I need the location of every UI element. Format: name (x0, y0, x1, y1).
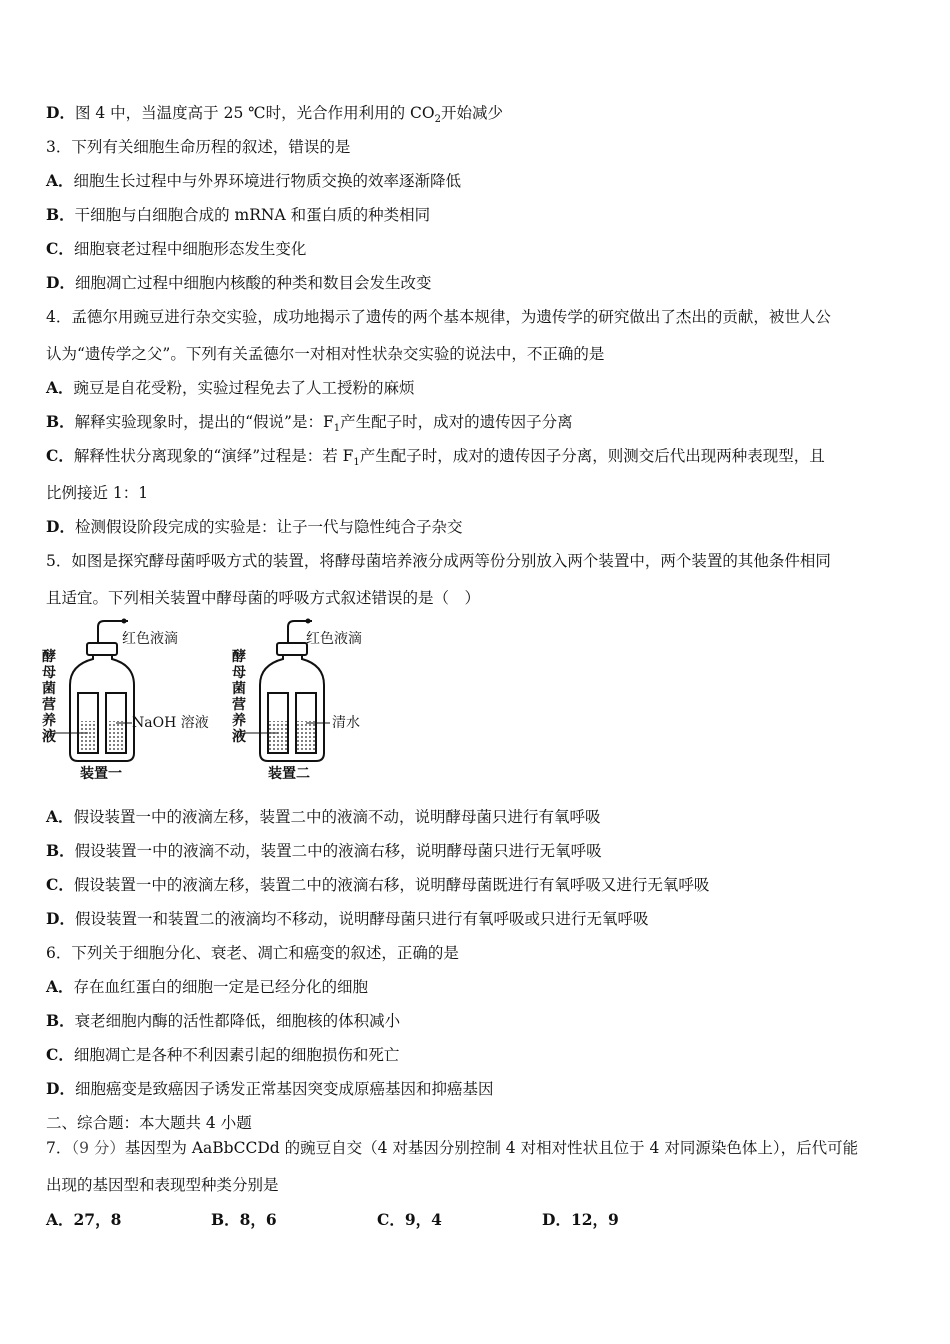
device1-solution (107, 721, 125, 752)
option-label: C． (46, 239, 74, 258)
option-text: 衰老细胞内酶的活性都降低，细胞核的体积减小 (74, 1012, 401, 1030)
apparatus-diagram (40, 615, 380, 780)
q6-option-b (46, 1011, 400, 1031)
option-label: D． (46, 1079, 75, 1098)
question-number: 7． (46, 1139, 72, 1157)
q6-option-c (46, 1045, 399, 1065)
option-label: B． (46, 1011, 75, 1030)
device1-drop-label: 红色液滴 (122, 631, 178, 647)
q7-options (46, 1208, 806, 1228)
option-label: D． (46, 273, 75, 292)
option-label: D． (46, 517, 75, 536)
q3-option-d (46, 273, 431, 293)
q4-option-d (46, 517, 462, 537)
option-text: 细胞癌变是致癌因子诱发正常基因突变成原癌基因和抑癌基因 (74, 1080, 494, 1098)
option-text: 假设装置一中的液滴左移，装置二中的液滴右移，说明酵母菌既进行有氧呼吸又进行无氧呼吸 (73, 876, 710, 894)
device1-side-label-char: 酵 (42, 649, 56, 665)
q5-option-b (46, 841, 602, 861)
option-text: 产生配子时，成对的遗传因子分离，则测交后代出现两种表现型，且 (359, 447, 825, 465)
option-text: 产生配子时，成对的遗传因子分离 (340, 413, 573, 431)
q5-stem-line1: 5．如图是探究酵母菌呼吸方式的装置，将酵母菌培养液分成两等份分别放入两个装置中，两个装置的其他条件相同 (46, 552, 831, 570)
q4-option-b (46, 412, 573, 439)
option-text: 解释性状分离现象的“演绎”过程是：若 F (73, 447, 354, 465)
device2-side-label-char: 养 (232, 713, 246, 729)
q7-option-b: B．8，6 (211, 1210, 277, 1229)
option-label: A． (46, 977, 74, 996)
section2-title: 二、综合题：本大题共 4 小题 (46, 1114, 252, 1132)
option-text: 开始减少 (440, 104, 503, 122)
option-label: A． (46, 807, 74, 826)
device2-side-label-char: 母 (232, 665, 246, 681)
device1-side-label-char: 营 (42, 697, 56, 713)
question-score: （9 分） (71, 1139, 125, 1157)
q3-option-b (46, 205, 430, 225)
option-label: D． (46, 103, 75, 122)
q4-stem-line1: 4．孟德尔用豌豆进行杂交实验，成功地揭示了遗传的两个基本规律，为遗传学的研究做出了杰出的贡献，被世人公 (46, 308, 831, 326)
subscript: 2 (434, 114, 441, 126)
device2-stopper (277, 643, 307, 655)
subscript: 1 (333, 423, 341, 435)
device1-solution-label: NaOH 溶液 (132, 715, 209, 731)
q6-option-a (46, 977, 368, 997)
device2-side-label-char: 营 (232, 697, 246, 713)
option-text: 存在血红蛋白的细胞一定是已经分化的细胞 (73, 978, 369, 996)
device2-caption: 装置二 (268, 766, 310, 780)
device1-stopper (87, 643, 117, 655)
q4-option-c (46, 446, 825, 473)
option-text: 干细胞与白细胞合成的 mRNA 和蛋白质的种类相同 (74, 206, 431, 224)
device1-side-label-char: 母 (42, 665, 56, 681)
option-label: C． (46, 1045, 74, 1064)
option-text: 假设装置一和装置二的液滴均不移动，说明酵母菌只进行有氧呼吸或只进行无氧呼吸 (74, 910, 649, 928)
device2-red-drop (306, 619, 311, 624)
option-text: 细胞凋亡过程中细胞内核酸的种类和数目会发生改变 (74, 274, 432, 292)
q3-stem: 3．下列有关细胞生命历程的叙述，错误的是 (46, 138, 351, 156)
option-label: A． (46, 171, 74, 190)
q4-option-c-line2: 比例接近 1：1 (46, 484, 149, 502)
device2-side-label-char: 菌 (232, 681, 246, 697)
question-text: 基因型为 AaBbCCDd 的豌豆自交（4 对基因分别控制 4 对相对性状且位于 4 对同源染色体上），后代可能 (124, 1139, 859, 1157)
q5-option-c (46, 875, 709, 895)
option-label: C． (46, 875, 74, 894)
yeast-respiration-figure (40, 615, 380, 780)
q3-option-a (46, 171, 461, 191)
subscript: 1 (353, 457, 360, 469)
q5-option-d (46, 909, 648, 929)
option-label: C． (46, 446, 74, 465)
option-text: 细胞凋亡是各种不利因素引起的细胞损伤和死亡 (73, 1046, 400, 1064)
device2-side-label-char: 酵 (232, 649, 246, 665)
device1-side-label-char: 菌 (42, 681, 56, 697)
option-label: A． (46, 378, 74, 397)
option-text: 图 4 中，当温度高于 25 ℃时，光合作用利用的 CO (74, 104, 435, 122)
q4-stem-line2: 认为“遗传学之父”。下列有关孟德尔一对相对性状杂交实验的说法中，不正确的是 (46, 345, 605, 363)
device1-side-label-char: 液 (42, 729, 56, 745)
q3-option-c (46, 239, 306, 259)
device1-side-label-char: 养 (42, 713, 56, 729)
q4-option-a (46, 378, 415, 398)
option-text: 豌豆是自花受粉，实验过程免去了人工授粉的麻烦 (73, 379, 415, 397)
device2-drop-label: 红色液滴 (306, 631, 362, 647)
q2-option-d (46, 103, 503, 130)
q7-option-c: C．9，4 (377, 1210, 442, 1229)
q7-option-a: A．27，8 (46, 1210, 122, 1229)
device1-caption: 装置一 (80, 766, 122, 780)
q6-option-d (46, 1079, 493, 1099)
q6-stem: 6．下列关于细胞分化、衰老、凋亡和癌变的叙述，正确的是 (46, 944, 459, 962)
device2-solution-label: 清水 (332, 715, 360, 731)
option-text: 检测假设阶段完成的实验是：让子一代与隐性纯合子杂交 (74, 518, 463, 536)
q7-option-d: D．12，9 (542, 1210, 619, 1229)
option-text: 假设装置一中的液滴左移，装置二中的液滴不动，说明酵母菌只进行有氧呼吸 (73, 808, 601, 826)
option-text: 解释实验现象时，提出的“假说”是：F (74, 413, 334, 431)
option-label: B． (46, 205, 75, 224)
q5-stem-line2: 且适宜。下列相关装置中酵母菌的呼吸方式叙述错误的是（ ） (46, 589, 481, 607)
option-label: B． (46, 412, 75, 431)
option-text: 细胞生长过程中与外界环境进行物质交换的效率逐渐降低 (73, 172, 462, 190)
option-label: B． (46, 841, 75, 860)
device2-yeast-liquid (269, 721, 287, 752)
device1-yeast-liquid (79, 721, 97, 752)
option-text: 细胞衰老过程中细胞形态发生变化 (73, 240, 307, 258)
q5-option-a (46, 807, 601, 827)
option-text: 假设装置一中的液滴不动，装置二中的液滴右移，说明酵母菌只进行无氧呼吸 (74, 842, 602, 860)
option-label: D． (46, 909, 75, 928)
q7-stem-line2: 出现的基因型和表现型种类分别是 (46, 1176, 279, 1194)
device2-side-label-char: 液 (232, 729, 246, 745)
device1-red-drop (122, 619, 127, 624)
device2-solution (297, 721, 315, 752)
q7-stem (46, 1138, 858, 1158)
